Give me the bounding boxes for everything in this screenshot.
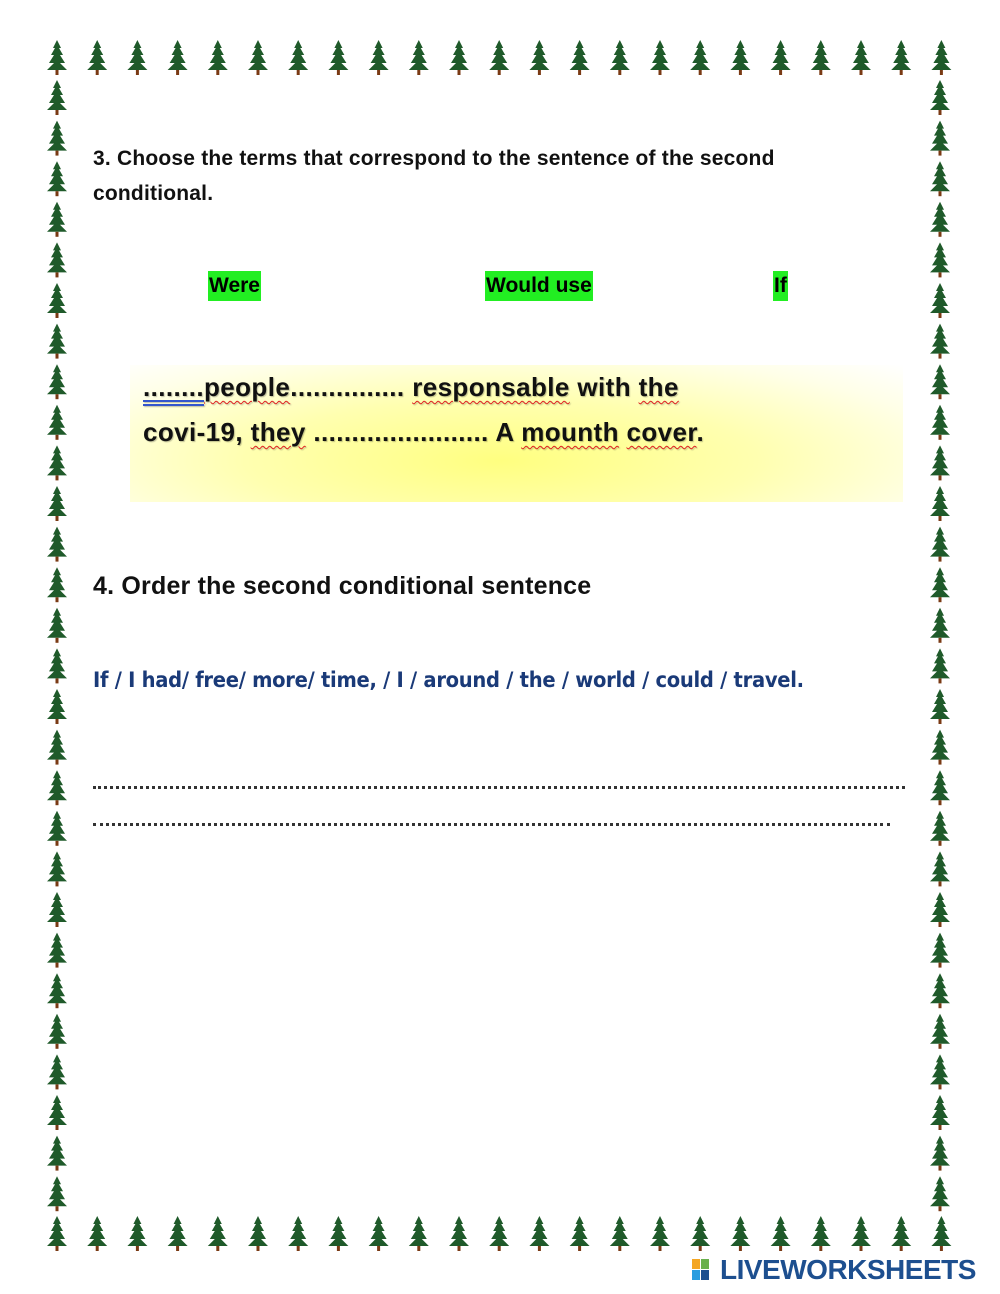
pine-tree-icon	[168, 1216, 188, 1251]
pine-tree-icon	[449, 40, 469, 75]
pine-tree-icon	[930, 405, 950, 440]
pine-tree-icon	[409, 40, 429, 75]
pine-tree-icon	[47, 1216, 67, 1251]
pine-tree-icon	[730, 40, 750, 75]
pine-tree-icon	[851, 40, 871, 75]
pine-tree-icon	[127, 1216, 147, 1251]
pine-tree-icon	[47, 405, 67, 440]
blank-3[interactable]: ....................... A	[305, 417, 522, 447]
pine-tree-icon	[930, 1136, 950, 1171]
pine-tree-icon	[47, 80, 67, 115]
pine-tree-icon	[248, 40, 268, 75]
word-the: the	[638, 372, 679, 402]
word-they: they	[250, 417, 306, 447]
period: .	[696, 417, 705, 447]
pine-tree-icon	[47, 770, 67, 805]
pine-tree-icon	[930, 283, 950, 318]
answer-line-1[interactable]	[93, 774, 905, 789]
pine-tree-icon	[930, 973, 950, 1008]
pine-tree-icon	[47, 283, 67, 318]
pine-tree-icon	[811, 1216, 831, 1251]
liveworksheets-logo[interactable]	[690, 1255, 976, 1285]
pine-tree-icon	[47, 527, 67, 562]
sentence-line-2	[143, 417, 704, 448]
pine-tree-icon	[610, 1216, 630, 1251]
pine-tree-icon	[208, 1216, 228, 1251]
word-with: with	[569, 372, 639, 402]
pine-tree-icon	[690, 40, 710, 75]
pine-tree-icon	[47, 324, 67, 359]
pine-tree-icon	[930, 933, 950, 968]
pine-tree-icon	[730, 1216, 750, 1251]
pine-tree-icon	[930, 121, 950, 156]
pine-tree-icon	[930, 567, 950, 602]
pine-tree-icon	[168, 40, 188, 75]
liveworksheets-logo-icon	[690, 1257, 720, 1283]
pine-tree-icon	[288, 1216, 308, 1251]
pine-tree-icon	[47, 1095, 67, 1130]
pine-tree-icon	[930, 445, 950, 480]
pine-tree-icon	[529, 1216, 549, 1251]
pine-tree-icon	[771, 1216, 791, 1251]
pine-tree-icon	[930, 770, 950, 805]
pine-tree-icon	[570, 40, 590, 75]
term-option-if[interactable]: If	[773, 271, 788, 301]
pine-tree-icon	[930, 730, 950, 765]
pine-tree-icon	[47, 364, 67, 399]
pine-tree-icon	[369, 1216, 389, 1251]
pine-tree-icon	[930, 1054, 950, 1089]
pine-tree-icon	[47, 689, 67, 724]
pine-tree-icon	[47, 242, 67, 277]
word-cover: cover	[626, 417, 697, 447]
pine-tree-icon	[930, 202, 950, 237]
pine-tree-icon	[690, 1216, 710, 1251]
word-mounth: mounth	[521, 417, 619, 447]
pine-tree-icon	[47, 973, 67, 1008]
pine-tree-icon	[47, 851, 67, 886]
space	[619, 417, 627, 447]
pine-tree-icon	[930, 242, 950, 277]
pine-tree-icon	[47, 1054, 67, 1089]
pine-tree-icon	[208, 40, 228, 75]
pine-tree-icon	[931, 1216, 951, 1251]
pine-tree-icon	[650, 40, 670, 75]
pine-tree-icon	[47, 161, 67, 196]
pine-tree-icon	[930, 648, 950, 683]
pine-tree-icon	[47, 648, 67, 683]
pine-tree-icon	[409, 1216, 429, 1251]
pine-tree-icon	[650, 1216, 670, 1251]
pine-tree-icon	[930, 851, 950, 886]
pine-tree-icon	[47, 933, 67, 968]
sentence-line-1	[143, 372, 679, 403]
pine-tree-icon	[47, 1136, 67, 1171]
pine-tree-icon	[47, 892, 67, 927]
pine-tree-icon	[47, 608, 67, 643]
pine-tree-icon	[87, 1216, 107, 1251]
word-covid: covi-19,	[143, 417, 251, 447]
pine-tree-icon	[570, 1216, 590, 1251]
pine-tree-icon	[47, 40, 67, 75]
word-people: people	[204, 372, 291, 402]
pine-tree-icon	[87, 40, 107, 75]
pine-tree-icon	[610, 40, 630, 75]
blank-1[interactable]: ........	[143, 372, 204, 402]
pine-tree-icon	[47, 730, 67, 765]
pine-tree-icon	[930, 811, 950, 846]
pine-tree-icon	[930, 364, 950, 399]
pine-tree-icon	[288, 40, 308, 75]
pine-tree-icon	[930, 486, 950, 521]
scrambled-sentence: If / I had/ free/ more/ time, / I / around / the / world / could / travel.	[93, 668, 804, 692]
pine-tree-icon	[891, 1216, 911, 1251]
pine-tree-icon	[529, 40, 549, 75]
pine-tree-icon	[891, 40, 911, 75]
pine-tree-icon	[930, 1176, 950, 1211]
pine-tree-icon	[47, 202, 67, 237]
pine-tree-icon	[930, 527, 950, 562]
question-3-title: 3. Choose the terms that correspond to the sentence of the second conditional.	[93, 147, 775, 205]
answer-line-2[interactable]	[93, 811, 890, 826]
term-option-would-use[interactable]: Would use	[485, 271, 593, 301]
pine-tree-icon	[328, 1216, 348, 1251]
pine-tree-icon	[47, 1014, 67, 1049]
pine-tree-icon	[248, 1216, 268, 1251]
blank-2[interactable]: ...............	[290, 372, 413, 402]
liveworksheets-logo-text: LIVEWORKSHEETS	[720, 1254, 976, 1285]
pine-tree-icon	[328, 40, 348, 75]
pine-tree-icon	[931, 40, 951, 75]
pine-tree-icon	[811, 40, 831, 75]
pine-tree-icon	[930, 689, 950, 724]
pine-tree-icon	[47, 1176, 67, 1211]
pine-tree-icon	[851, 1216, 871, 1251]
pine-tree-icon	[369, 40, 389, 75]
pine-tree-icon	[930, 80, 950, 115]
pine-tree-icon	[47, 445, 67, 480]
question-4-title: 4. Order the second conditional sentence	[93, 572, 592, 600]
pine-tree-icon	[489, 40, 509, 75]
pine-tree-icon	[449, 1216, 469, 1251]
pine-tree-icon	[489, 1216, 509, 1251]
pine-tree-icon	[47, 121, 67, 156]
pine-tree-icon	[930, 161, 950, 196]
pine-tree-icon	[771, 40, 791, 75]
pine-tree-icon	[930, 1095, 950, 1130]
pine-tree-icon	[930, 324, 950, 359]
pine-tree-icon	[47, 811, 67, 846]
pine-tree-icon	[127, 40, 147, 75]
pine-tree-icon	[930, 608, 950, 643]
pine-tree-icon	[930, 892, 950, 927]
term-option-were[interactable]: Were	[208, 271, 261, 301]
pine-tree-icon	[47, 567, 67, 602]
pine-tree-icon	[47, 486, 67, 521]
pine-tree-icon	[930, 1014, 950, 1049]
word-responsable: responsable	[412, 372, 570, 402]
